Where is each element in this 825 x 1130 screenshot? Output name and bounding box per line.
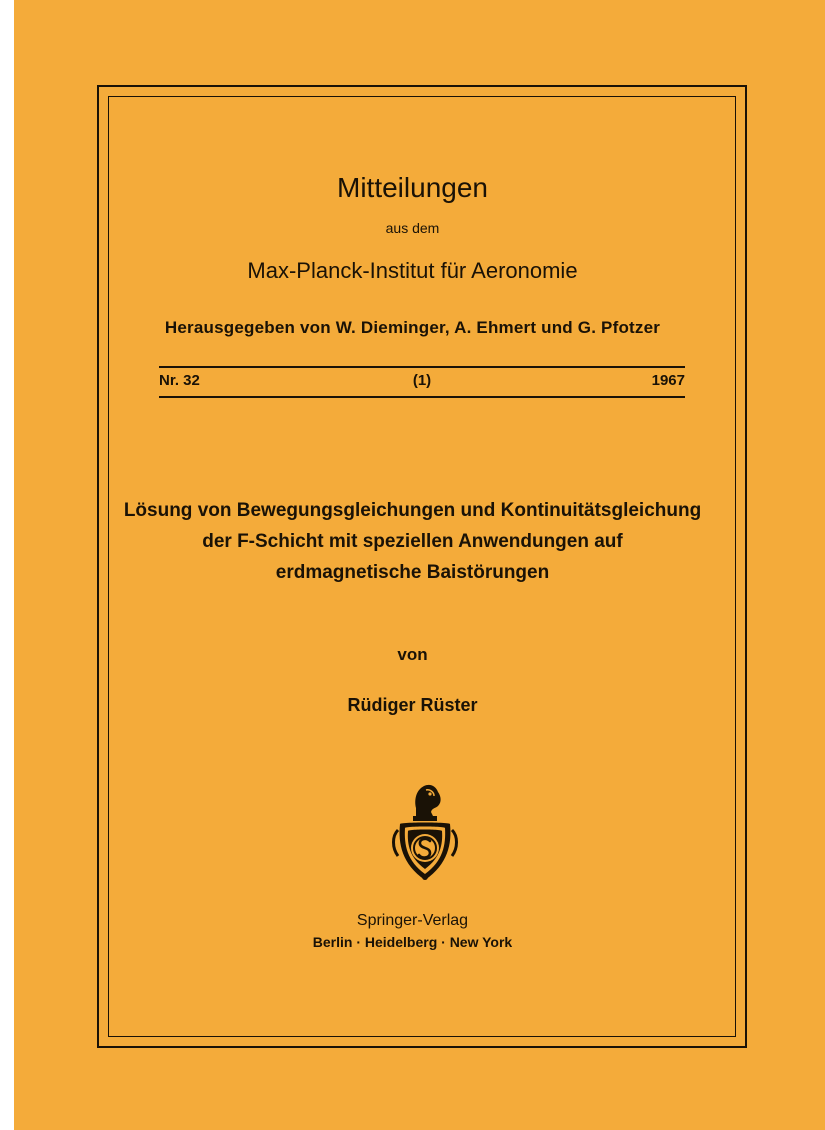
publisher-name: Springer-Verlag <box>356 912 469 929</box>
issue-rule-top <box>159 366 685 368</box>
by-label: von <box>397 645 428 664</box>
editors-line: Herausgegeben von W. Dieminger, A. Ehmert und G. Pfotzer <box>164 318 661 337</box>
book-title-line-3: erdmagnetische Baistörungen <box>275 562 550 583</box>
issue-row <box>159 372 685 394</box>
book-title-line-2: der F-Schicht mit speziellen Anwendungen auf <box>202 531 623 552</box>
issue-part: (1) <box>412 372 432 389</box>
issue-year: 1967 <box>651 372 685 389</box>
author-name: Rüdiger Rüster <box>347 695 478 715</box>
series-title: Mitteilungen <box>337 172 488 203</box>
issue-number: Nr. 32 <box>159 372 200 389</box>
publisher-cities: Berlin · Heidelberg · New York <box>312 934 513 950</box>
issue-rule-bottom <box>159 396 685 398</box>
springer-knight-emblem-icon <box>386 778 464 886</box>
institute-name: Max-Planck-Institut für Aeronomie <box>247 258 578 283</box>
aus-dem-label: aus dem <box>385 220 440 236</box>
book-title-line-1: Lösung von Bewegungsgleichungen und Kontinuitätsgleichung <box>123 500 702 521</box>
